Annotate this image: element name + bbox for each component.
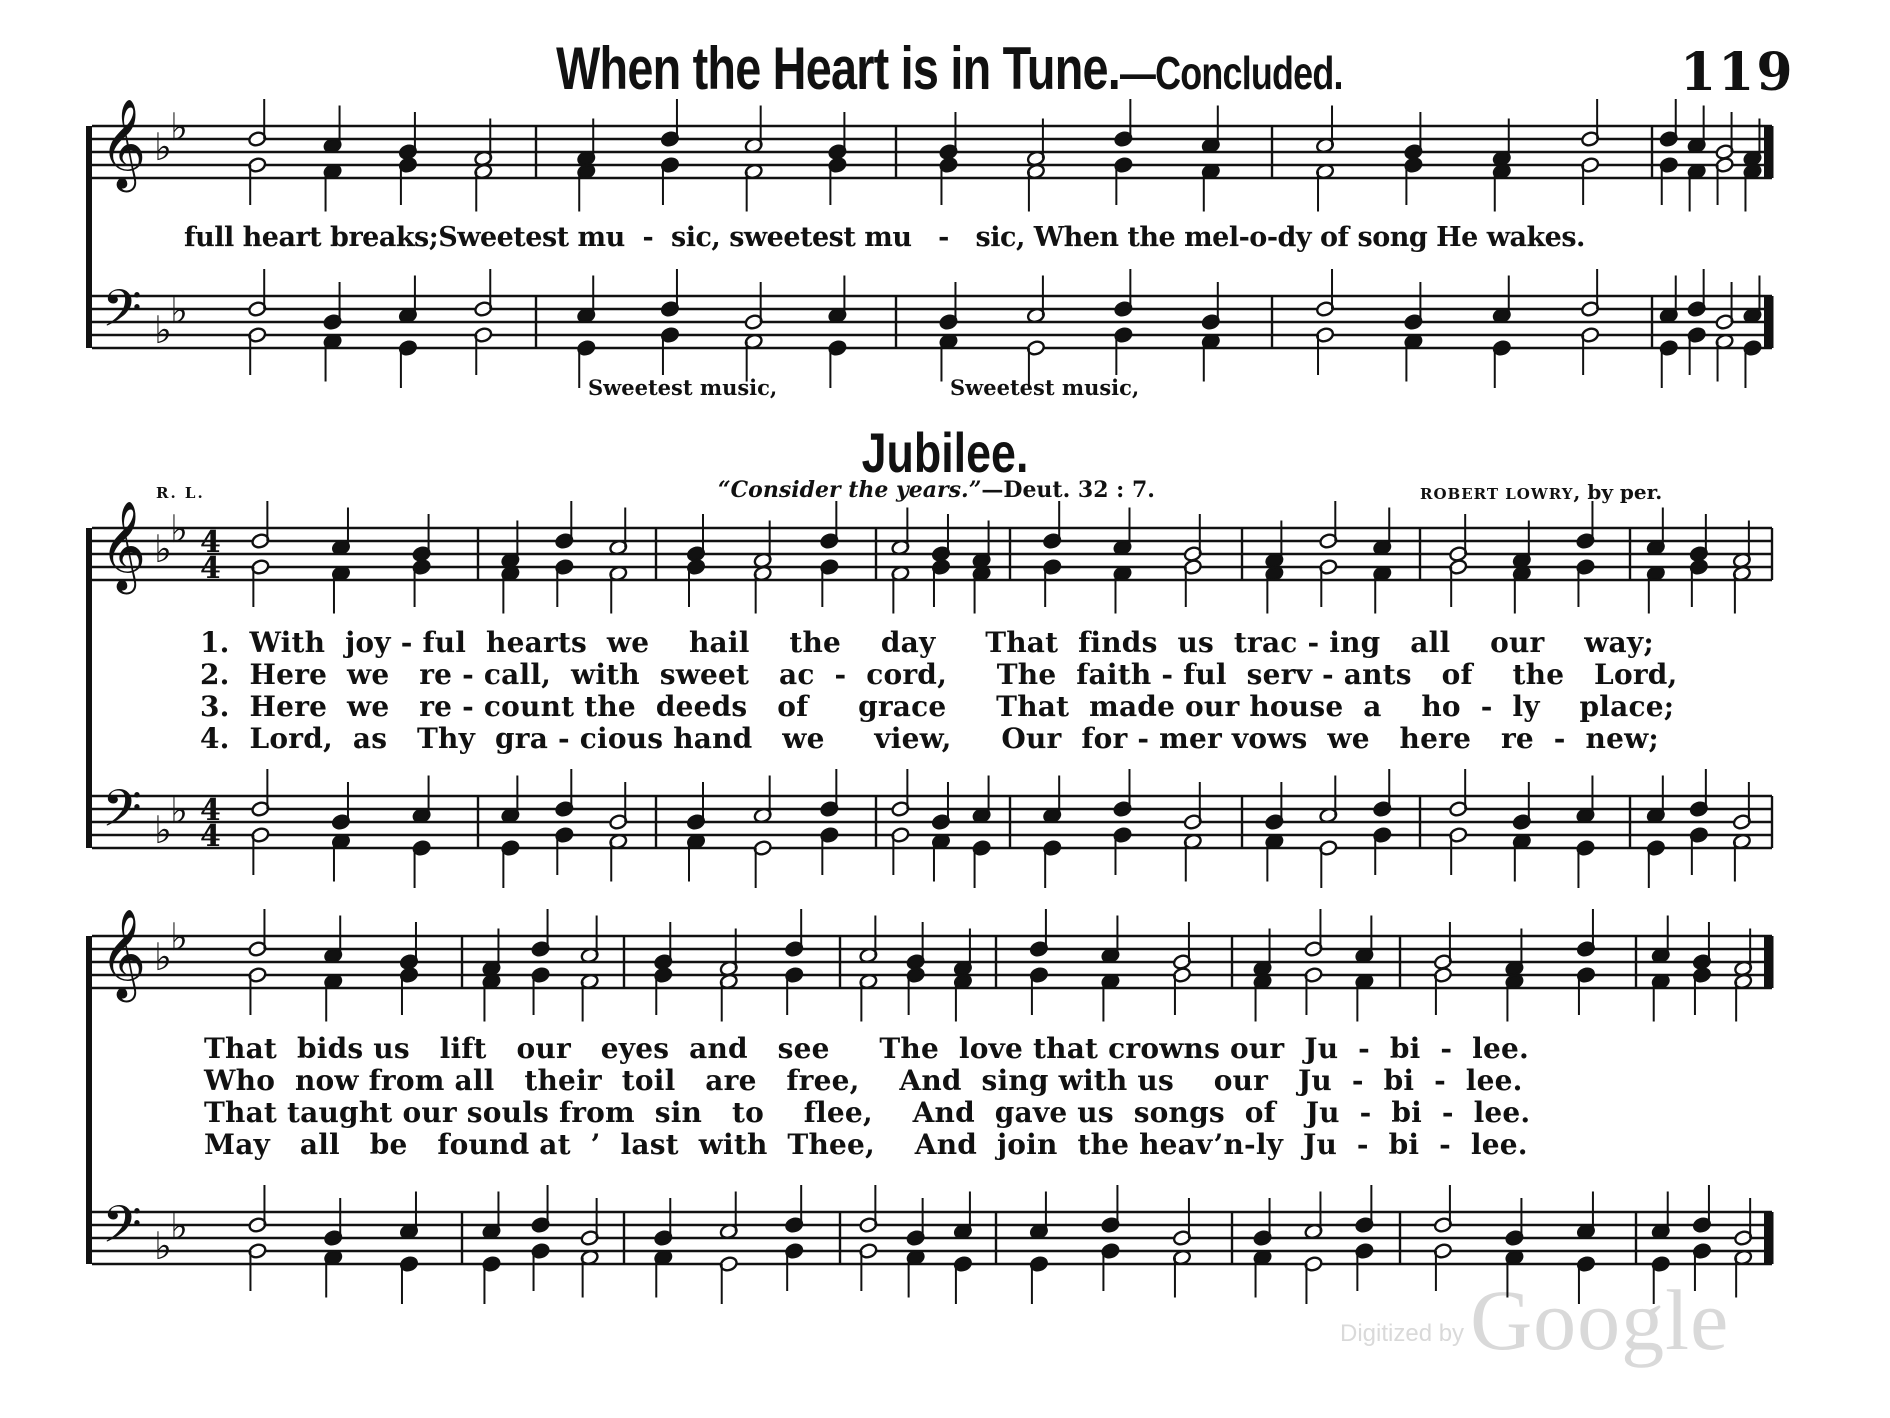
flat-icon: ♭ [170,288,188,332]
scripture-quote: “Consider the years.” [718,477,982,503]
verse-4-line-2: May all be found at ’ last with Thee, And join the heav’n-ly Ju - bi - lee. [204,1128,1528,1161]
final-barline [1764,936,1772,988]
flat-icon: ♭ [170,915,188,959]
verse-1-line-1: 1. With joy - ful hearts we hail the day That finds us trac - ing all our way; [200,626,1654,659]
final-barline [1764,126,1772,178]
flat-icon: ♭ [154,308,172,352]
treble-clef-icon: 𝄞 [100,909,147,999]
bass-clef-icon: 𝄢 [102,778,142,851]
scripture-ref: —Deut. 32 : 7. [981,477,1155,503]
flat-icon: ♭ [170,788,188,832]
bass-lyric-1: Sweetest music, [588,375,778,400]
page-number: 119 [1680,42,1795,103]
flat-icon: ♭ [154,527,172,571]
title-suffix: —Concluded. [1120,47,1343,99]
bass-clef-icon: 𝄢 [102,1194,142,1267]
bass-clef-icon: 𝄢 [102,278,142,351]
verse-3-line-2: That taught our souls from sin to flee, And gave us songs of Ju - bi - lee. [204,1096,1531,1129]
system-brace [86,126,92,348]
composer-note: , by per. [1573,480,1663,504]
verse-1-line-2: That bids us lift our eyes and see The love that crowns our Ju - bi - lee. [204,1032,1529,1065]
staff-systems [86,99,1772,1304]
flat-icon: ♭ [154,1224,172,1268]
hymn-author: R. L. [156,484,205,502]
flat-icon: ♭ [154,935,172,979]
flat-icon: ♭ [170,105,188,149]
watermark-prefix: Digitized by [1340,1320,1465,1347]
title-text: When the Heart is in Tune. [556,35,1121,102]
flat-icon: ♭ [170,507,188,551]
verse-4-line-1: 4. Lord, as Thy gra - cious hand we view, Our for - mer vows we here re - new; [200,722,1659,755]
final-barline [1764,1212,1772,1264]
time-signature-bass-bottom: 4 [200,819,221,854]
bass-lyric-2: Sweetest music, [950,375,1140,400]
time-signature-bass-top: 4 [200,793,221,828]
time-signature-treble-top: 4 [200,525,221,560]
verse-2-line-2: Who now from all their toil are free, And sing with us our Ju - bi - lee. [204,1064,1523,1097]
time-signature-treble-bottom: 4 [200,551,221,586]
system-brace [86,936,92,1264]
first-piece-lyric: full heart breaks;Sweetest mu - sic, sweetest mu - sic, When the mel-o-dy of song He wakes. [184,222,1585,253]
final-barline [1764,296,1772,348]
system-brace [86,528,92,848]
treble-clef-icon: 𝄞 [100,99,147,189]
flat-icon: ♭ [154,808,172,852]
composer-name: ROBERT LOWRY [1420,485,1574,503]
verse-2-line-1: 2. Here we re - call, with sweet ac - cord, The faith - ful serv - ants of the Lord, [200,658,1678,691]
time-signatures [200,525,221,854]
treble-clef-icon: 𝄞 [100,501,147,591]
verse-3-line-1: 3. Here we re - count the deeds of grace That made our house a ho - ly place; [200,690,1675,723]
hymn-title: Jubilee. [861,421,1029,484]
flat-icon: ♭ [154,125,172,169]
watermark-brand: Google [1470,1272,1730,1368]
flat-icon: ♭ [170,1204,188,1248]
